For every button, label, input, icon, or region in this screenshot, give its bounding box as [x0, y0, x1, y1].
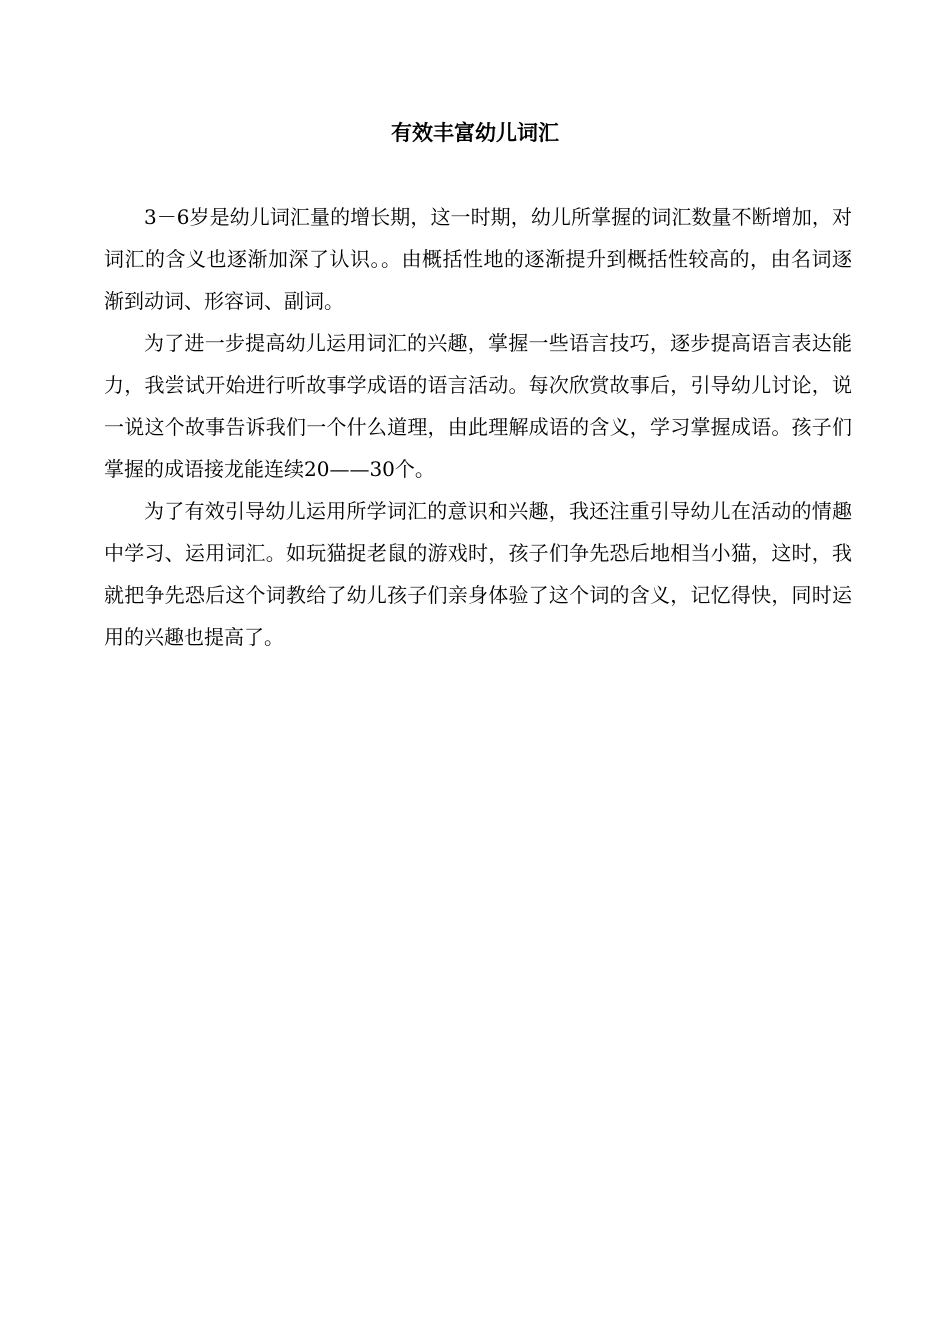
- document-body: [104, 196, 852, 658]
- paragraph-3: 为了有效引导幼儿运用所学词汇的意识和兴趣，我还注重引导幼儿在活动的情趣中学习、运用词汇。如玩猫捉老鼠的游戏时，孩子们争先恐后地相当小猫，这时，我就把争先恐后这个词教给了幼儿孩子们亲身体验了这个词的含义，记忆得快，同时运用的兴趣也提高了。: [104, 499, 852, 649]
- paragraph-1: 3－6岁是幼儿词汇量的增长期，这一时期，幼儿所掌握的词汇数量不断增加，对词汇的含义也逐渐加深了认识。。由概括性地的逐渐提升到概括性较高的，由名词逐渐到动词、形容词、副词。: [104, 205, 852, 313]
- document-title: 有效丰富幼儿词汇: [391, 121, 559, 145]
- paragraph-2: 为了进一步提高幼儿运用词汇的兴趣，掌握一些语言技巧，逐步提高语言表达能力，我尝试开始进行听故事学成语的语言活动。每次欣赏故事后，引导幼儿讨论，说一说这个故事告诉我们一个什么道理，由此理解成语的含义，学习掌握成语。孩子们掌握的成语接龙能连续20——30个。: [104, 331, 852, 481]
